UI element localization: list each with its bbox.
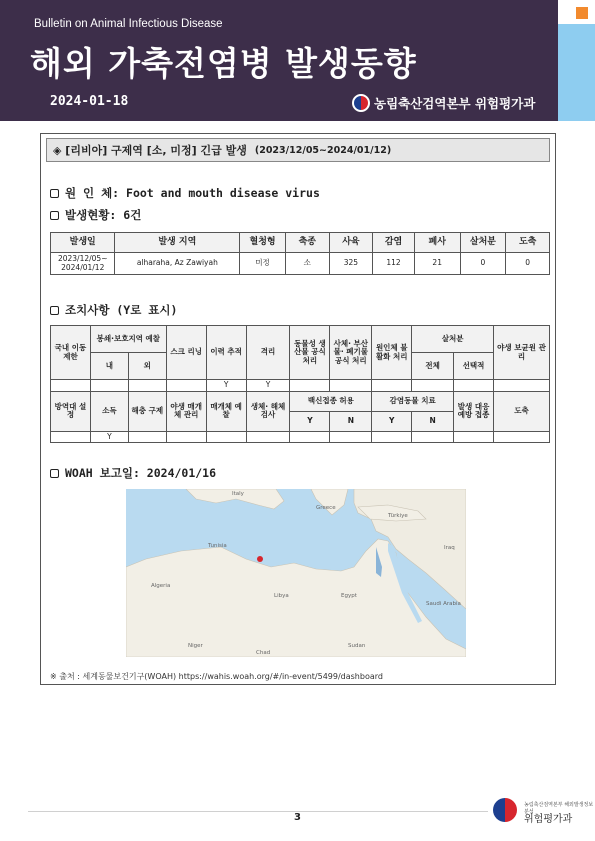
report-title: ◈ [리비아] 구제역 [소, 미정] 긴급 발생 (53, 144, 247, 157)
measure-header: 백신접종 허용 (290, 391, 372, 411)
measure-header: 스크 리닝 (166, 326, 206, 380)
measure-value (372, 380, 412, 392)
measure-value (372, 431, 412, 443)
measure-value (290, 380, 330, 392)
table-cell: 325 (329, 253, 373, 275)
measure-header: 격리 (246, 326, 290, 380)
measure-value (51, 431, 91, 443)
table-cell: 2023/12/05~ 2024/01/12 (51, 253, 115, 275)
cause-text: 원 인 체: Foot and mouth disease virus (65, 186, 320, 200)
woah-line (50, 465, 216, 481)
col-header: 살처분 (460, 233, 506, 253)
map-label-algeria: Algeria (151, 583, 171, 589)
table-cell: 21 (414, 253, 460, 275)
measure-value (412, 380, 454, 392)
accent-square (576, 7, 588, 19)
measure-subheader: 내 (90, 353, 128, 380)
map-label-saudi: Saudi Arabia (426, 601, 461, 607)
org-block (352, 93, 535, 113)
measure-subheader: 선택적 (454, 353, 494, 380)
footer-logo-icon (493, 798, 517, 822)
measure-value (494, 380, 550, 392)
measure-header: 원인체 불활화 처리 (372, 326, 412, 380)
col-header: 도축 (506, 233, 550, 253)
checkbox-square-icon (50, 189, 59, 198)
measure-value (290, 431, 330, 443)
map-graphic (126, 489, 466, 657)
measure-header: 이력 추적 (206, 326, 246, 380)
measures-header-row (51, 326, 550, 353)
map-label-turkiye: Türkiye (388, 513, 408, 519)
page-number: 3 (294, 812, 301, 823)
col-header: 축종 (285, 233, 329, 253)
measure-value: Y (246, 380, 290, 392)
table-header-row (51, 233, 550, 253)
measure-value (454, 380, 494, 392)
bulletin-label: Bulletin on Animal Infectious Disease (34, 18, 223, 30)
checkbox-square-icon (50, 306, 59, 315)
org-name: 농림축산검역본부 위험평가과 (374, 96, 536, 111)
measure-value (206, 431, 246, 443)
table-cell: 0 (506, 253, 550, 275)
measure-header: 생체· 해체 검사 (246, 391, 290, 431)
footer-org-small: 농림축산검역본부 해외발생정보분석 (524, 802, 594, 815)
cause-line (50, 185, 320, 201)
measure-header: 방역대 설정 (51, 391, 91, 431)
page-title: 해외 가축전염병 발생동향 (30, 44, 417, 83)
table-cell: 소 (285, 253, 329, 275)
measure-value (454, 431, 494, 443)
col-header: 감염 (373, 233, 415, 253)
col-header: 혈청형 (240, 233, 286, 253)
measure-value (330, 431, 372, 443)
map-label-libya: Libya (274, 593, 289, 599)
measure-value: Y (206, 380, 246, 392)
col-header: 사육 (329, 233, 373, 253)
table-cell: alharaha, Az Zawiyah (115, 253, 240, 275)
measure-value (166, 431, 206, 443)
col-header: 발생일 (51, 233, 115, 253)
measure-value (51, 380, 91, 392)
measure-value (330, 380, 372, 392)
measure-value (412, 431, 454, 443)
count-text: 발생현황: 6건 (65, 208, 142, 222)
measures-header-row (51, 391, 550, 411)
measure-header: 살처분 (412, 326, 494, 353)
measure-subheader: N (330, 411, 372, 431)
measure-value (90, 380, 128, 392)
outbreak-map (126, 489, 466, 657)
table-cell: 112 (373, 253, 415, 275)
woah-text: WOAH 보고일: 2024/01/16 (65, 466, 217, 480)
measure-header: 동물성 생산물 공식 처리 (290, 326, 330, 380)
table-cell: 미정 (240, 253, 286, 275)
col-header: 폐사 (414, 233, 460, 253)
measures-table (50, 325, 550, 443)
measure-header: 소독 (90, 391, 128, 431)
measure-subheader: 전체 (412, 353, 454, 380)
measure-header: 야생 매개체 관리 (166, 391, 206, 431)
measure-value (166, 380, 206, 392)
measure-header: 발생 대응 예방 접종 (454, 391, 494, 431)
measure-header: 국내 이동 제한 (51, 326, 91, 380)
checkbox-square-icon (50, 211, 59, 220)
count-line (50, 207, 141, 223)
measure-subheader: N (412, 411, 454, 431)
measures-text: 조치사항 (Y로 표시) (65, 303, 178, 317)
map-label-niger: Niger (188, 643, 203, 649)
measure-header: 야생 보균원 관리 (494, 326, 550, 380)
report-period: (2023/12/05~2024/01/12) (254, 144, 392, 156)
measure-value (128, 431, 166, 443)
measure-subheader: 외 (128, 353, 166, 380)
checkbox-square-icon (50, 469, 59, 478)
col-header: 발생 지역 (115, 233, 240, 253)
measure-value (128, 380, 166, 392)
measures-value-row (51, 431, 550, 443)
map-label-chad: Chad (256, 650, 271, 656)
map-label-greece: Greece (316, 505, 336, 511)
measure-subheader: Y (290, 411, 330, 431)
measure-subheader: Y (372, 411, 412, 431)
measure-header: 도축 (494, 391, 550, 431)
issue-date: 2024-01-18 (50, 94, 129, 109)
source-note: ※ 출처 : 세계동물보건기구(WOAH) https://wahis.woah.org/#/in-event/5499/dashboard (50, 672, 383, 681)
table-row (51, 253, 550, 275)
org-logo-icon (352, 94, 370, 112)
map-label-sudan: Sudan (348, 643, 366, 649)
report-title-bar (46, 138, 550, 162)
outbreak-marker-icon (257, 556, 263, 562)
measure-header: 사체· 부산물· 폐기물 공식 처리 (330, 326, 372, 380)
footer-org: 위험평가과 (524, 814, 573, 825)
map-label-egypt: Egypt (341, 593, 357, 599)
measures-line (50, 302, 177, 318)
measure-header: 해충 구제 (128, 391, 166, 431)
measure-value: Y (90, 431, 128, 443)
map-label-iraq: Iraq (444, 545, 455, 551)
map-label-tunisia: Tunisia (208, 543, 227, 549)
table-cell: 0 (460, 253, 506, 275)
measure-header: 봉쇄·보호지역 예찰 (90, 326, 166, 353)
measure-value (246, 431, 290, 443)
outbreak-table (50, 232, 550, 275)
measures-value-row (51, 380, 550, 392)
map-label-italy: Italy (232, 491, 244, 497)
measure-value (494, 431, 550, 443)
measure-header: 매개체 예찰 (206, 391, 246, 431)
measure-header: 감염동물 치료 (372, 391, 454, 411)
